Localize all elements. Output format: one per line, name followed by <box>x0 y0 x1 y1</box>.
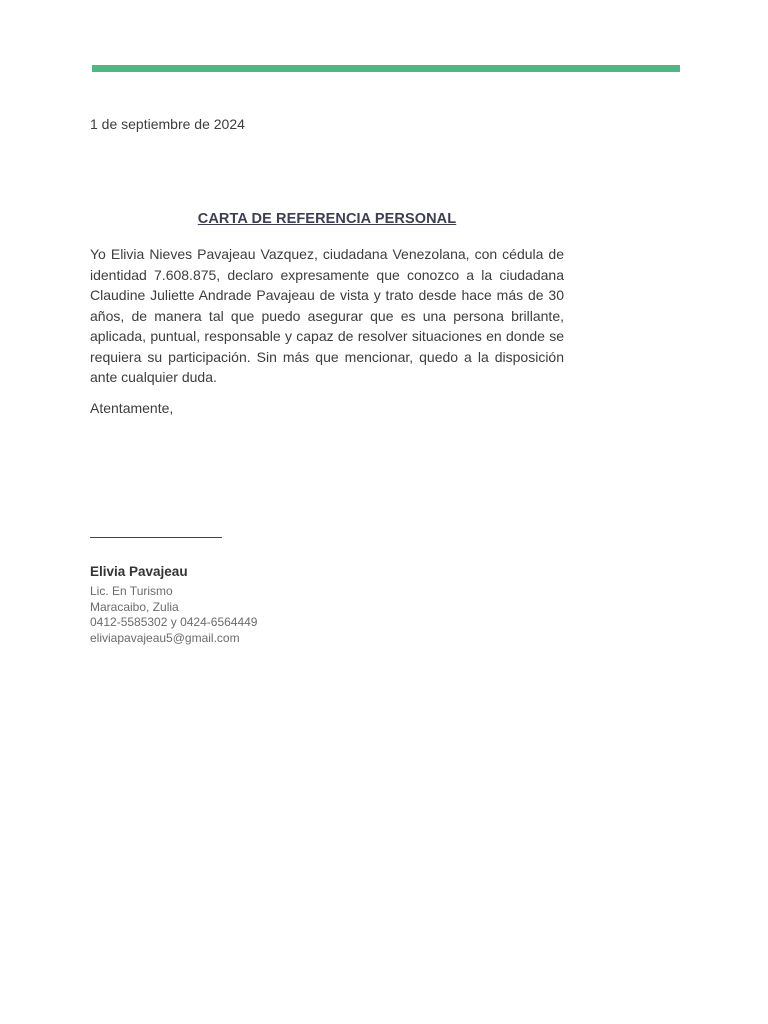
letter-date: 1 de septiembre de 2024 <box>90 116 245 132</box>
header-accent-bar <box>92 65 680 72</box>
signatory-email: eliviapavajeau5@gmail.com <box>90 630 240 645</box>
signatory-profession: Lic. En Turismo <box>90 584 173 598</box>
letter-body: Yo Elivia Nieves Pavajeau Vazquez, ciudadana Venezolana, con cédula de identidad 7.608.875, declaro expresamente que conozco a la ciudadana Claudine Juliette Andrade Pavajeau de vista y trato desde hace más de 30 años, de manera tal que puedo asegurar que es una persona brillante, aplicada, puntual, responsable y capaz de resolver situaciones en donde se requiera su participación. Sin más que mencionar, quedo a la disposición ante cualquier duda. <box>90 246 564 385</box>
letter-title: CARTA DE REFERENCIA PERSONAL <box>197 211 457 227</box>
signatory-name: Elivia Pavajeau <box>90 564 188 579</box>
signatory-phones: 0412-5585302 y 0424-6564449 <box>90 615 258 629</box>
signature-line <box>90 537 222 538</box>
letter-closing: Atentamente, <box>90 400 174 416</box>
signatory-details <box>90 584 257 646</box>
signatory-location: Maracaibo, Zulia <box>90 599 179 614</box>
